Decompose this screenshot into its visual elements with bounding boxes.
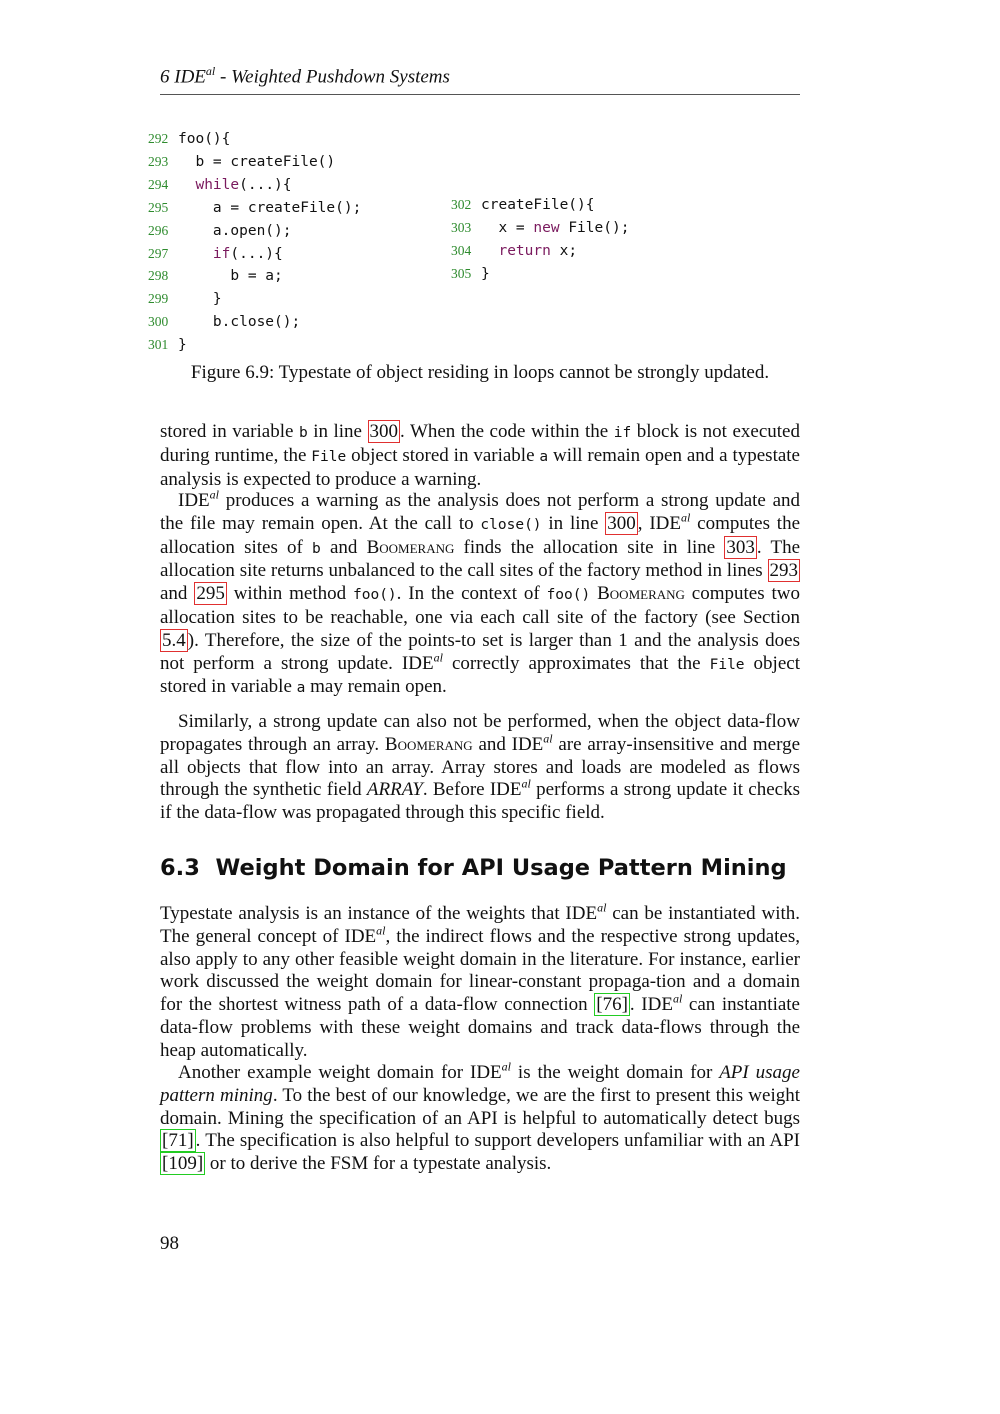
citation-link[interactable]: [71] [162, 1130, 194, 1152]
section-heading: 6.3 Weight Domain for API Usage Pattern Mining [160, 855, 787, 881]
line-number: 305 [451, 265, 472, 281]
code-listing-createfile [451, 194, 629, 286]
line-number: 292 [148, 131, 169, 146]
line-ref-link[interactable]: 293 [769, 560, 798, 582]
code-keyword: return [498, 242, 551, 259]
line-number: 297 [148, 245, 169, 261]
page-number: 98 [160, 1233, 179, 1254]
code-line: 302 createFile(){ [451, 194, 629, 217]
code-line: 293 b = createFile() [148, 151, 361, 174]
paragraph: stored in variable b in line 300 . When the code within the if block is not executed during runtime, the File object stored in variable a will remain open and a typestate analysis is expected to produce a warning. [160, 421, 800, 490]
line-ref-link[interactable]: 300 [607, 512, 636, 534]
paragraph: $IDE^{al}$ produces a warning as the analysis does not perform a strong update and the file may remain open. At the call to close() in line 300 , $IDE^{al}$ computes the allocation sites of b and Boomerang finds the allocation site in line 303 . The allocation site returns unbalanced to the call sites of the factory method in lines 293 and 295 within method foo(). In the context of foo() Boomerang computes two allocation sites to be reachable, one via each call site of the factory (see Section 5.4 ). Therefore, the size of the points-to set is larger than 1 and the analysis does not perform a strong update. $IDE^{al}$ correctly approximates that the File object stored in variable a may remain open. [160, 487, 801, 698]
paragraph: Typestate analysis is an instance of the weights that $IDE^{al}$ can be instantiated with. The general concept of $IDE^{al}$, the indirect flows and the respective strong updates, also apply to any other feasible weight domain in the literature. For instance, earlier work discussed the weight domain for linear-constant propaga-tion and a domain for the shortest witness path of a data-flow connection [76] . $IDE^{al}$ can instantiate data-flow problems with these weight domains and track data-flows through the heap automatically. [160, 900, 801, 1061]
line-number: 294 [148, 176, 169, 192]
code-line: 305 } [451, 263, 629, 286]
code-line: 299 } [148, 288, 361, 311]
paragraph: Similarly, a strong update can also not be performed, when the object data-flow propagates through an array. Boomerang and $IDE^{al}$ are array-insensitive and merge all objects that flow into an array. Array stores and loads are modeled as flows through the synthetic field ARRAY. Before $IDE^{al}$ performs a strong update it checks if the data-flow was propagated through this specific field. [160, 711, 801, 824]
code-line: 297 if(...){ [148, 243, 361, 266]
line-number: 299 [148, 291, 169, 307]
line-number: 298 [148, 268, 169, 284]
line-ref-link[interactable]: 295 [196, 583, 225, 605]
code-line: 300 b.close(); [148, 311, 361, 334]
code-line: 295 a = createFile(); [148, 197, 361, 220]
running-header: 6 $IDE^{al}$ - Weighted Pushdown Systems [160, 64, 800, 95]
code-line: 294 while(...){ [148, 174, 361, 197]
code-line: 298 b = a; [148, 265, 361, 288]
code-line: 292 foo(){ [148, 128, 361, 151]
code-line: 296 a.open(); [148, 220, 361, 243]
citation-link[interactable]: [76] [596, 994, 628, 1016]
citation-link[interactable]: [109] [162, 1153, 204, 1175]
line-number: 304 [451, 242, 472, 258]
code-keyword: new [533, 219, 560, 236]
line-number: 296 [148, 222, 169, 238]
code-line: 303 x = new File(); [451, 217, 629, 240]
line-number: 301 [148, 337, 169, 353]
line-ref-link[interactable]: 300 [369, 421, 399, 442]
code-line: 304 return x; [451, 240, 629, 263]
figure-caption: Figure 6.9: Typestate of object residing in loops cannot be strongly updated. [190, 362, 770, 383]
code-listing-foo [148, 128, 361, 357]
line-number: 295 [148, 199, 169, 215]
line-ref-link[interactable]: 303 [726, 536, 755, 558]
line-number: 302 [451, 197, 472, 212]
line-number: 303 [451, 219, 472, 235]
line-number: 293 [148, 153, 169, 169]
line-number: 300 [148, 314, 169, 330]
code-keyword: if [212, 245, 231, 262]
code-keyword: while [195, 176, 240, 193]
paragraph: Another example weight domain for $IDE^{al}$ is the weight domain for API usage pattern mining. To the best of our knowledge, we are the first to present this weight domain. Mining the specification of an API is helpful to automatically detect bugs [71] . The specification is also helpful to support developers unfamiliar with an API [109] or to derive the FSM for a typestate analysis. [160, 1059, 801, 1175]
code-line: 301 } [148, 334, 361, 357]
section-ref-link[interactable]: 5.4 [162, 629, 186, 651]
